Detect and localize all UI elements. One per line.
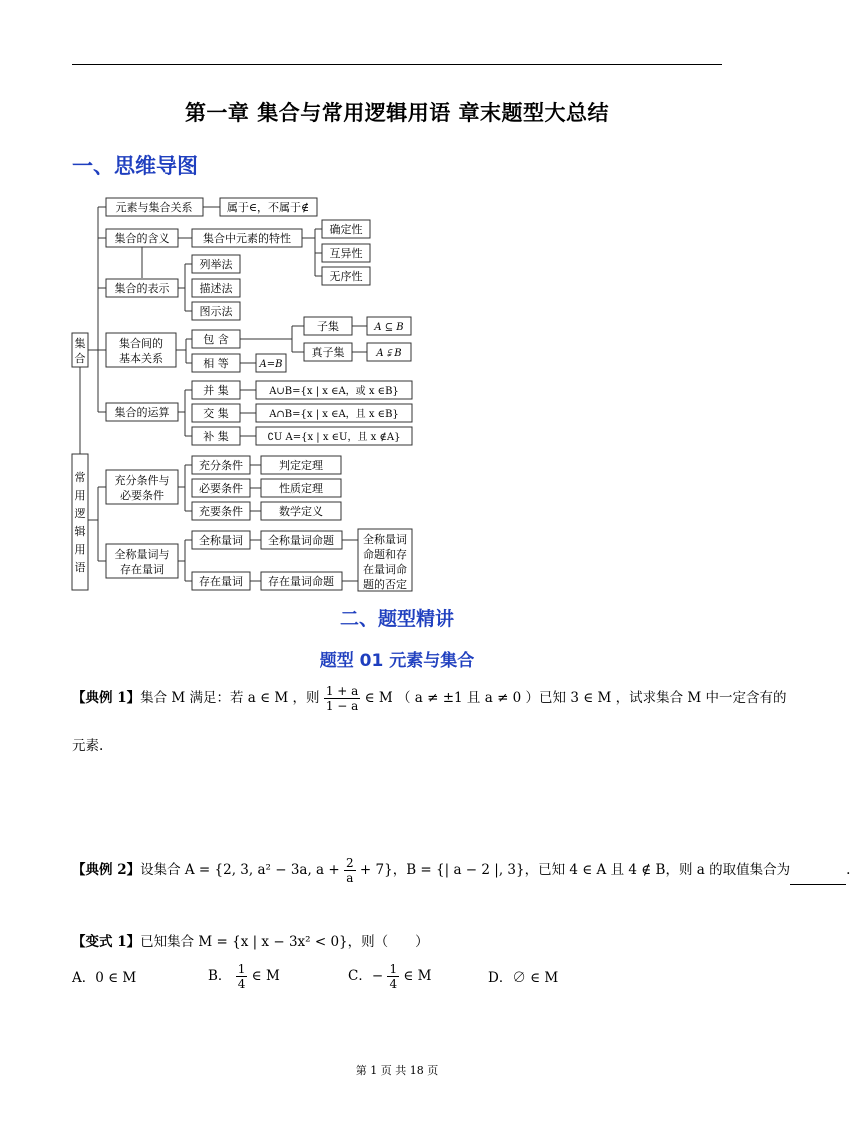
node-subset-label: 子集 (317, 320, 339, 333)
node-complement-label: 补 集 (203, 430, 229, 443)
node-negation-label-2: 命题和存 (363, 548, 407, 561)
option-d-letter: D． (488, 970, 513, 986)
option-c-text: ∈ M (403, 968, 432, 984)
example-1-fraction-den: 1 − a (325, 699, 359, 713)
node-union-formula-label: A∪B={x | x ∈A，或 x ∈B} (269, 386, 399, 397)
section-types-heading: 二、题型精讲 (339, 608, 454, 630)
node-universal-proposition-label: 全称量词命题 (268, 534, 334, 547)
example-2-text-b: + 7}，B = {| a − 2 |, 3}，已知 4 ∈ A 且 4 ∉ B，则 a 的取值集合为 (359, 862, 791, 878)
option-b-fraction (236, 962, 248, 991)
node-sets-root-label-1: 集 (74, 337, 86, 350)
node-representation-label: 集合的表示 (114, 282, 170, 295)
example-1-fraction-num: 1 + a (325, 684, 359, 698)
option-b-letter: B． (208, 968, 232, 984)
node-basic-relations-label-2: 基本关系 (119, 352, 163, 365)
node-logic-root-char-3: 逻 (74, 507, 86, 520)
example-2-fraction (344, 856, 356, 885)
example-1-text-a: 集合 M 满足：若 a ∈ M ，则 (140, 690, 320, 706)
node-listing-label: 列举法 (199, 258, 233, 271)
mind-map (0, 0, 794, 600)
node-operations-label: 集合的运算 (114, 406, 170, 419)
page-title: 第一章 集合与常用逻辑用语 章末题型大总结 (184, 101, 610, 125)
node-logic-root-char-1: 常 (74, 471, 86, 484)
option-c[interactable] (348, 962, 432, 991)
option-a-letter: A． (72, 970, 96, 986)
node-sets-root-label-2: 合 (74, 352, 86, 365)
example-1 (72, 684, 787, 713)
node-proper-subset-formula-label: A ⫋ B (376, 348, 402, 359)
node-intersection-formula-label: A∩B={x | x ∈A，且 x ∈B} (269, 409, 399, 420)
option-b-num: 1 (237, 962, 246, 976)
node-intersection-label: 交 集 (203, 407, 229, 420)
node-conditions-label-1: 充分条件与 (114, 474, 170, 487)
node-property-theorem-label: 性质定理 (279, 482, 323, 495)
example-2 (72, 856, 850, 885)
node-subset-formula-label: A ⊆ B (374, 322, 404, 333)
node-existential-proposition-label: 存在量词命题 (268, 575, 334, 588)
example-1-fraction (324, 684, 360, 713)
option-b[interactable] (208, 962, 280, 991)
answer-blank[interactable] (790, 872, 846, 885)
node-logic-root-char-5: 用 (74, 543, 86, 556)
node-negation-label-1: 全称量词 (363, 533, 407, 546)
example-2-fraction-den: a (346, 871, 354, 885)
option-c-letter: C． (348, 968, 372, 984)
option-a-text: 0 ∈ M (95, 970, 137, 986)
node-quantifiers-label-1: 全称量词与 (114, 548, 170, 561)
node-iff-label: 充要条件 (199, 505, 243, 518)
example-1-cont: 元素. (72, 738, 104, 754)
node-definiteness-label: 确定性 (329, 223, 363, 236)
node-complement-formula-label: ∁U A={x | x ∈U，且 x ∉A} (267, 432, 401, 443)
node-diagram-label: 图示法 (199, 305, 233, 318)
node-union-label: 并 集 (203, 384, 229, 397)
node-inclusion-label: 包 含 (203, 333, 229, 346)
node-logic-root-char-2: 用 (74, 489, 86, 502)
node-distinctness-label: 互异性 (329, 247, 363, 260)
node-proper-subset-label: 真子集 (311, 346, 345, 359)
variant-1 (72, 930, 429, 950)
node-logic-root-char-4: 辑 (74, 525, 86, 538)
node-a-eq-b-label: A=B (259, 359, 283, 370)
node-belongs-label: 属于∈，不属于∉ (226, 201, 310, 214)
type-01-heading: 题型 01 元素与集合 (319, 651, 475, 671)
option-d-text: ∅ ∈ M (512, 970, 559, 986)
example-2-label: 【典例 2】 (72, 862, 141, 878)
node-description-label: 描述法 (199, 282, 233, 295)
option-c-neg: − (371, 968, 384, 984)
example-1-text-b: ∈ M （ a ≠ ±1 且 a ≠ 0 ）已知 3 ∈ M ，试求集合 M 中一定含有的 (364, 690, 787, 706)
example-2-fraction-num: 2 (345, 856, 354, 870)
node-equality-label: 相 等 (203, 357, 229, 370)
node-universal-quantifier-label: 全称量词 (199, 534, 243, 547)
node-element-relation-label: 元素与集合关系 (115, 201, 193, 214)
node-unordered-label: 无序性 (329, 270, 363, 283)
node-negation-label-4: 题的否定 (363, 578, 407, 591)
variant-1-label: 【变式 1】 (72, 934, 141, 950)
node-quantifiers-label-2: 存在量词 (120, 563, 164, 576)
section-mindmap-heading: 一、思维导图 (72, 154, 198, 178)
node-meaning-label: 集合的含义 (114, 232, 170, 245)
option-c-fraction (387, 962, 399, 991)
node-basic-relations-label-1: 集合间的 (119, 337, 163, 350)
option-b-den: 4 (237, 977, 246, 991)
node-sufficient-label: 充分条件 (199, 459, 243, 472)
option-a[interactable] (72, 966, 136, 986)
node-decision-theorem-label: 判定定理 (279, 459, 323, 472)
node-conditions-label-2: 必要条件 (120, 489, 164, 502)
option-d[interactable] (488, 966, 558, 986)
option-c-den: 4 (389, 977, 398, 991)
node-necessary-label: 必要条件 (199, 482, 243, 495)
node-math-definition-label: 数学定义 (279, 505, 323, 518)
example-2-text-a: 设集合 A = {2, 3, a² − 3a, a + (140, 862, 340, 878)
example-2-end: . (846, 862, 850, 878)
node-negation-label-3: 在量词命 (363, 563, 407, 576)
node-logic-root-char-6: 语 (74, 561, 86, 574)
variant-1-text: 已知集合 M = {x | x − 3x² < 0}，则（ ） (140, 934, 429, 950)
page-footer: 第 1 页 共 18 页 (355, 1064, 439, 1077)
node-properties-label: 集合中元素的特性 (203, 232, 291, 245)
option-c-num: 1 (389, 962, 398, 976)
node-existential-quantifier-label: 存在量词 (199, 575, 243, 588)
option-b-text: ∈ M (251, 968, 280, 984)
example-1-label: 【典例 1】 (72, 690, 141, 706)
